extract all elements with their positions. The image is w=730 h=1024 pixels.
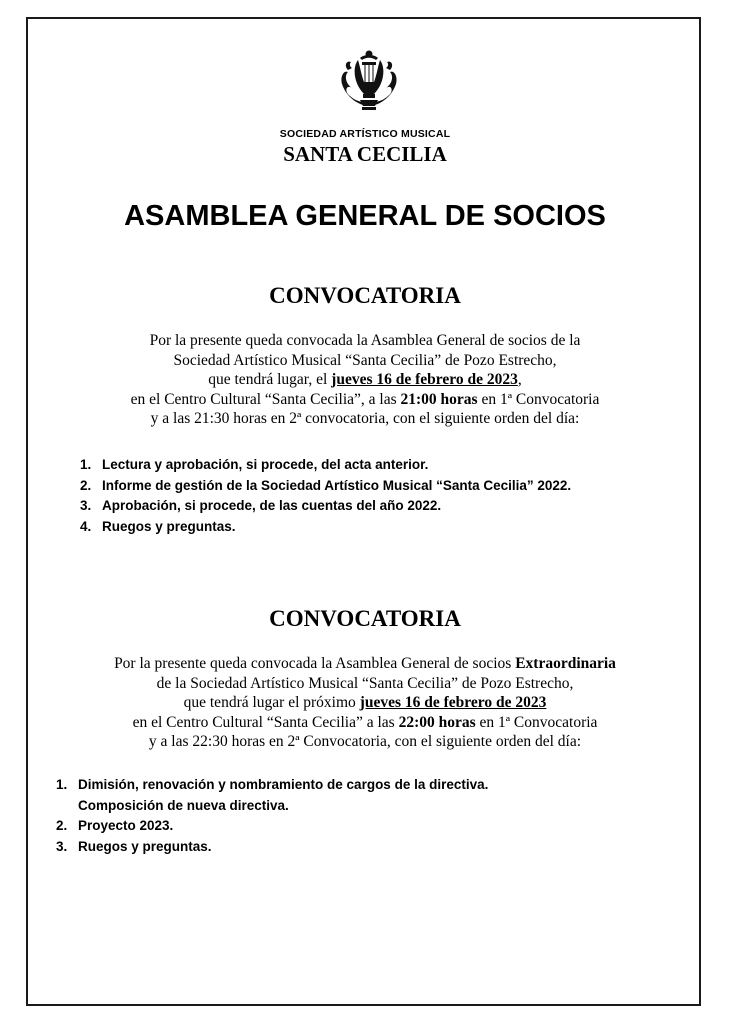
- section2-line-5: y a las 22:30 horas en 2ª Convocatoria, con el siguiente orden del día:: [148, 733, 582, 750]
- section1-line-4-end: en 1ª Convocatoria: [477, 390, 600, 408]
- list-item: [56, 816, 488, 837]
- section1-line-4: [0, 390, 730, 410]
- section1-line-5: y a las 21:30 horas en 2ª convocatoria, con el siguiente orden del día:: [150, 410, 580, 427]
- item-text: Dimisión, renovación y nombramiento de cargos de la directiva.: [78, 777, 489, 792]
- section1-line-3-text: que tendrá lugar, el: [208, 371, 332, 388]
- lyre-emblem-icon: [338, 48, 400, 112]
- section1-time: 21:00 horas: [400, 390, 478, 408]
- section2-line-3: [0, 693, 730, 713]
- list-item: [56, 775, 488, 816]
- list-item: [56, 837, 488, 858]
- section2-line-4-end: en 1ª Convocatoria: [475, 713, 598, 731]
- section1-date: jueves 16 de febrero de 2023: [331, 371, 518, 388]
- section1-line-4-text: en el Centro Cultural “Santa Cecilia”, a las: [130, 390, 401, 408]
- section2-paragraph: [0, 654, 730, 752]
- item-number: 4.: [80, 518, 92, 534]
- section2-agenda: [56, 775, 488, 857]
- item-text: Ruegos y preguntas.: [102, 518, 236, 534]
- section1-title: CONVOCATORIA: [269, 283, 461, 308]
- section2-line-1: [0, 654, 730, 674]
- section1-line-2: Sociedad Artístico Musical “Santa Cecilia” de Pozo Estrecho,: [173, 351, 557, 369]
- item-subtext: Composición de nueva directiva.: [78, 797, 289, 813]
- list-item: [80, 455, 571, 476]
- item-number: 1.: [56, 777, 68, 792]
- section1-line-3: [0, 370, 730, 390]
- section1-paragraph: [0, 331, 730, 429]
- organization-subtitle: SOCIEDAD ARTÍSTICO MUSICAL: [279, 128, 451, 140]
- list-item: [80, 496, 571, 517]
- section1-agenda: [80, 455, 571, 537]
- page-title: ASAMBLEA GENERAL DE SOCIOS: [124, 200, 606, 232]
- item-number: 3.: [80, 498, 92, 513]
- list-item: [80, 517, 571, 538]
- item-text-group: [78, 775, 488, 816]
- list-item: [80, 476, 571, 497]
- section2-line-1-text: Por la presente queda convocada la Asamblea General de socios: [114, 655, 516, 672]
- section2-line-3-text: que tendrá lugar el próximo: [183, 694, 360, 711]
- item-number: 3.: [56, 838, 68, 854]
- section2-line-2: de la Sociedad Artístico Musical “Santa Cecilia” de Pozo Estrecho,: [156, 674, 574, 692]
- section2-title: CONVOCATORIA: [269, 606, 461, 631]
- item-text: Aprobación, si procede, de las cuentas del año 2022.: [102, 498, 442, 513]
- section2-line-4-text: en el Centro Cultural “Santa Cecilia” a las: [132, 713, 399, 731]
- section2-extraordinaria: Extraordinaria: [515, 655, 616, 672]
- section1-line-1: Por la presente queda convocada la Asamblea General de socios de la: [149, 332, 581, 349]
- item-text: Informe de gestión de la Sociedad Artístico Musical “Santa Cecilia” 2022.: [102, 477, 572, 493]
- item-number: 1.: [80, 457, 92, 472]
- item-text: Proyecto 2023.: [78, 818, 174, 833]
- section2-date: jueves 16 de febrero de 2023: [359, 694, 547, 711]
- item-number: 2.: [80, 477, 92, 493]
- section1-line-3-end: ,: [517, 371, 522, 388]
- organization-name: SANTA CECILIA: [283, 142, 447, 166]
- item-number: 2.: [56, 818, 68, 833]
- section2-line-4: [0, 713, 730, 733]
- item-text: Ruegos y preguntas.: [78, 838, 212, 854]
- section2-time: 22:00 horas: [398, 713, 476, 731]
- item-text: Lectura y aprobación, si procede, del acta anterior.: [102, 457, 429, 472]
